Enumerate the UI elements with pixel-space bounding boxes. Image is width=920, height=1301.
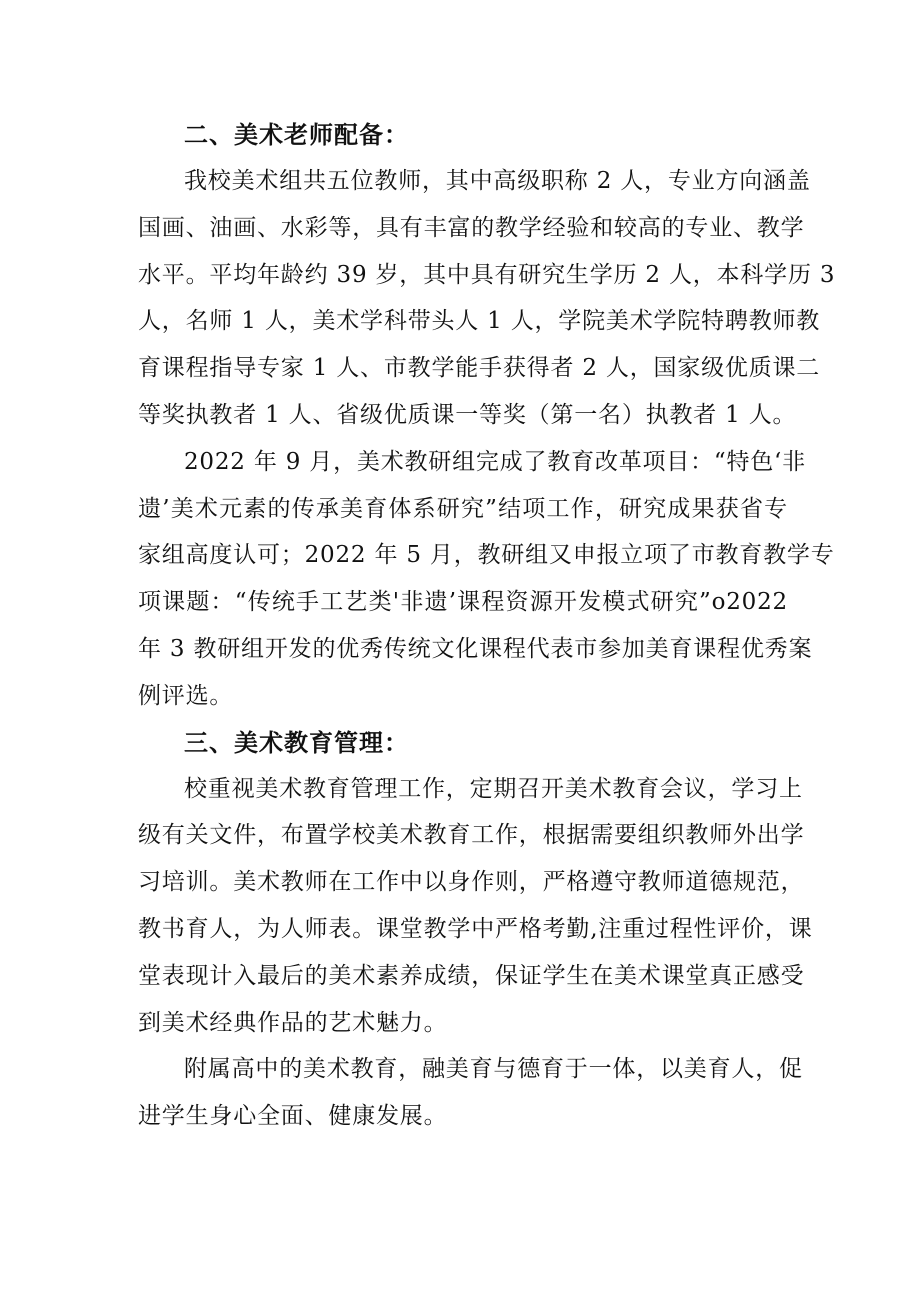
text-line: 遗’美术元素的传承美育体系研究”结项工作，研究成果获省专 [138,495,788,522]
paragraph-management [138,766,813,1047]
text-line: 国画、油画、水彩等，具有丰富的教学经验和较高的专业、教学 [138,214,805,241]
text-line: 水平。平均年龄约 39 岁，其中具有研究生学历 2 人，本科学历 3 [138,261,836,288]
text-line: 习培训。美术教师在工作中以身作则，严格遵守教师道德规范， [138,869,805,896]
text-line: 教书育人，为人师表。课堂教学中严格考勤,注重过程性评价，课 [138,915,813,942]
paragraph-research-projects [138,439,835,720]
document-body [138,112,836,1140]
text-line: 附属高中的美术教育，融美育与德育于一体，以美育人，促 [184,1056,803,1083]
text-line: 校重视美术教育管理工作，定期召开美术教育会议，学习上 [184,775,803,802]
text-line: 家组高度认可；2022 年 5 月，教研组又申报立项了市教育教学专 [138,542,835,569]
text-line: 育课程指导专家 1 人、市教学能手获得者 2 人，国家级优质课二 [138,355,821,382]
text-line: 项课题：“传统手工艺类'非遗’课程资源开发模式研究”o2022 [138,589,788,616]
paragraph-teacher-team [138,158,836,439]
text-line: 等奖执教者 1 人、省级优质课一等奖（第一名）执教者 1 人。 [138,401,797,428]
section-heading-teacher-staffing: 二、美术老师配备： [184,120,409,149]
text-line: 进学生身心全面、健康发展。 [138,1103,448,1130]
paragraph-aesthetic-moral-education [138,1046,803,1140]
text-line: 2022 年 9 月，美术教研组完成了教育改革项目：“特色‘非 [184,448,806,475]
text-line: 级有关文件，布置学校美术教育工作，根据需要组织教师外出学 [138,822,805,849]
section-heading-art-education-management: 三、美术教育管理： [184,727,409,757]
text-line: 堂表现计入最后的美术素养成绩，保证学生在美术课堂真正感受 [138,962,805,989]
text-line: 到美术经典作品的艺术魅力。 [138,1009,448,1036]
text-line: 年 3 教研组开发的优秀传统文化课程代表市参加美育课程优秀案 [138,635,813,662]
text-line: 人，名师 1 人，美术学科带头人 1 人，学院美术学院特聘教师教 [138,308,821,335]
text-line: 我校美术组共五位教师，其中高级职称 2 人，专业方向涵盖 [184,168,811,194]
text-line: 例评选。 [138,682,234,709]
